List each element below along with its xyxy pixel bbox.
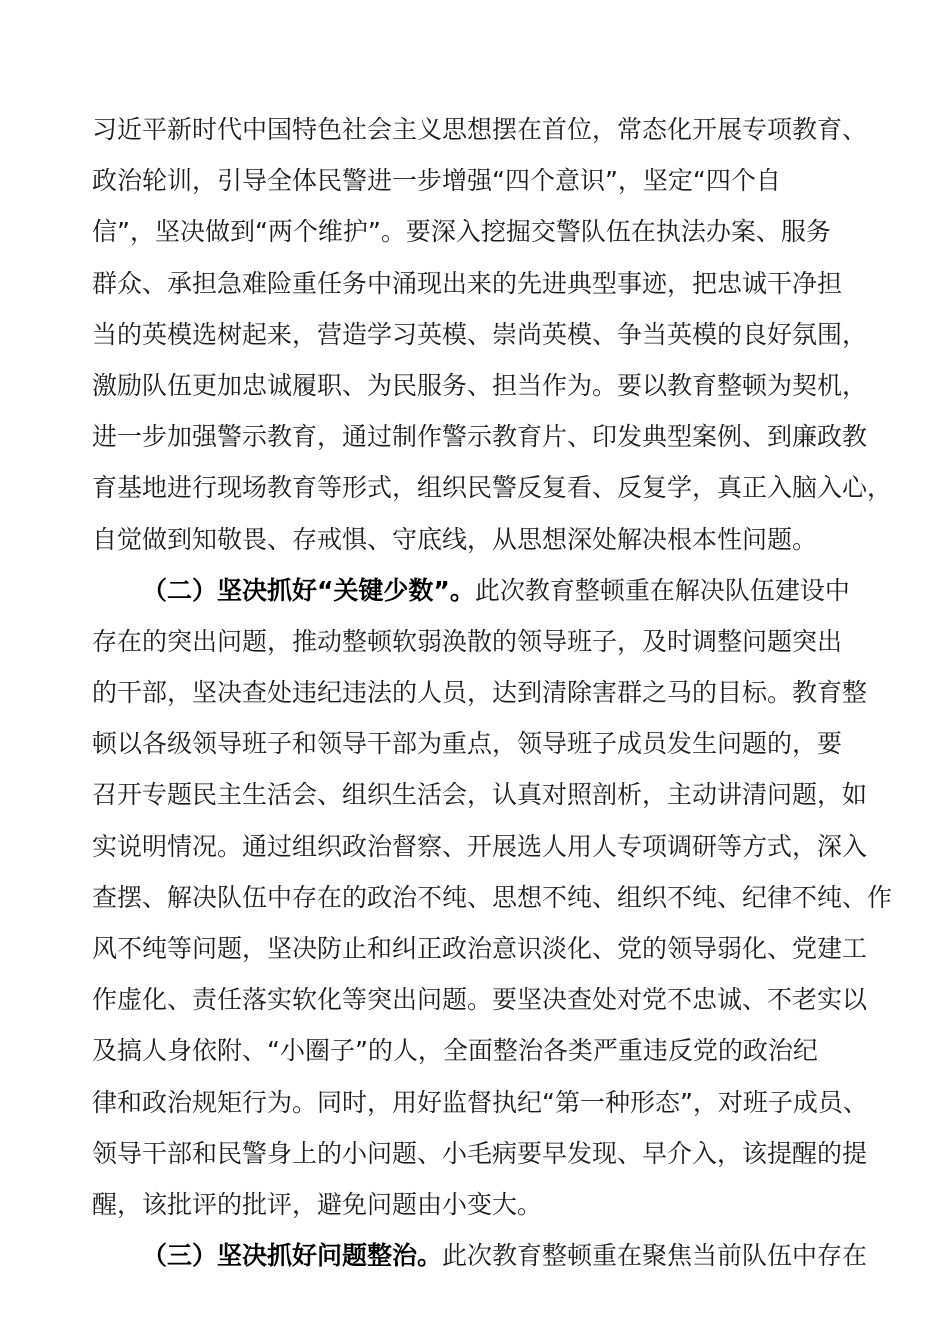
paragraph-line: 醒，该批评的批评，避免问题由小变大。 [92, 1189, 543, 1219]
paragraph-line: 存在的突出问题，推动整顿软弱涣散的领导班子，及时调整问题突出 [92, 626, 843, 656]
paragraph-line: 当的英模选树起来，营造学习英模、崇尚英模、争当英模的良好氛围， [92, 319, 868, 349]
paragraph-line: 领导干部和民警身上的小问题、小毛病要早发现、早介入，该提醒的提 [92, 1138, 868, 1168]
section-2-first-text: 此次教育整顿重在解决队伍建设中 [474, 575, 850, 605]
paragraph-line: 律和政治规矩行为。同时，用好监督执纪“第一种形态”，对班子成员、 [92, 1087, 868, 1117]
paragraph-line: 风不纯等问题，坚决防止和纠正政治意识淡化、党的领导弱化、党建工 [92, 934, 868, 963]
section-2-first-line [92, 565, 882, 616]
paragraph-line: 信”，坚决做到“两个维护”。要深入挖掘交警队伍在执法办案、服务 [92, 217, 831, 247]
paragraph-line: 顿以各级领导班子和领导干部为重点，领导班子成员发生问题的，要 [92, 729, 843, 759]
paragraph-line: 进一步加强警示教育，通过制作警示教育片、印发典型案例、到廉政教 [92, 422, 868, 452]
paragraph-line: 育基地进行现场教育等形式，组织民警反复看、反复学，真正入脑入心， [92, 473, 893, 503]
paragraph-line: 激励队伍更加忠诚履职、为民服务、担当作为。要以教育整顿为契机， [92, 370, 868, 400]
paragraph-line: 自觉做到知敬畏、存戒惧、守底线，从思想深处解决根本性问题。 [92, 524, 818, 554]
document-body [92, 104, 893, 1281]
paragraph-line: 习近平新时代中国特色社会主义思想摆在首位，常态化开展专项教育、 [92, 115, 868, 144]
paragraph-line: 群众、承担急难险重任务中涌现出来的先进典型事迹，把忠诚干净担 [92, 268, 843, 298]
section-3-heading: （三）坚决抓好问题整治。 [142, 1241, 443, 1271]
paragraph-line: 的干部，坚决查处违纪违法的人员，达到清除害群之马的目标。教育整 [92, 678, 868, 708]
section-3-first-line [92, 1230, 882, 1281]
paragraph-line: 查摆、解决队伍中存在的政治不纯、思想不纯、组织不纯、纪律不纯、作 [92, 882, 893, 912]
paragraph-line: 作虚化、责任落实软化等突出问题。要坚决查处对党不忠诚、不老实以 [92, 985, 868, 1015]
section-3-first-text: 此次教育整顿重在聚焦当前队伍中存在 [442, 1241, 868, 1271]
section-2-heading: （二）坚决抓好“关键少数”。 [142, 575, 475, 605]
paragraph-line: 及搞人身依附、“小圈子”的人，全面整治各类严重违反党的政治纪 [92, 1036, 818, 1066]
paragraph-line: 政治轮训，引导全体民警进一步增强“四个意识”，坚定“四个自 [92, 166, 781, 196]
paragraph-line: 召开专题民主生活会、组织生活会，认真对照剖析，主动讲清问题，如 [92, 780, 868, 810]
paragraph-line: 实说明情况。通过组织政治督察、开展选人用人专项调研等方式，深入 [92, 831, 868, 861]
